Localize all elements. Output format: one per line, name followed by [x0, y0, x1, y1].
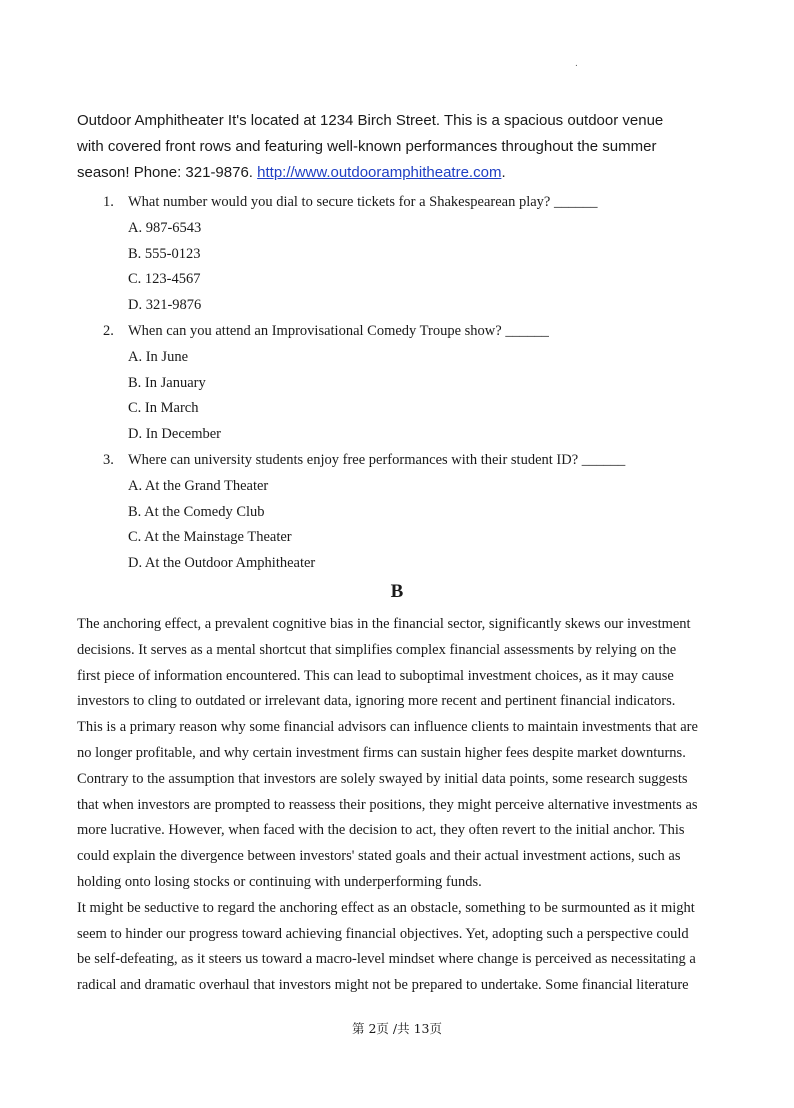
question-stem: Where can university students enjoy free performances with their student ID? ______	[128, 451, 626, 468]
passage-line: It might be seductive to regard the anchoring effect as an obstacle, something to be surmounted as it might	[77, 899, 695, 916]
passage-line: be self-defeating, as it steers us toward a macro-level mindset where change is perceived as necessitating a	[77, 951, 696, 968]
answer-option[interactable]: B. In January	[128, 374, 206, 391]
passage-b	[77, 612, 727, 999]
passage-line: no longer profitable, and why certain investment firms can sustain higher fees despite market downturns.	[77, 744, 686, 761]
answer-option[interactable]: D. 321-9876	[128, 297, 202, 314]
answer-option[interactable]: A. In June	[128, 348, 189, 365]
answer-option[interactable]: C. In March	[128, 400, 199, 417]
passage-line: The anchoring effect, a prevalent cognitive bias in the financial sector, significantly skews our investment	[77, 616, 691, 632]
question-number: 3.	[103, 451, 114, 468]
intro-text: .	[501, 164, 506, 181]
intro-text: season! Phone: 321-9876.	[77, 164, 258, 181]
question-number: 2.	[103, 322, 114, 339]
venue-website-link[interactable]: http://www.outdooramphitheatre.com	[257, 164, 502, 181]
section-heading: B	[390, 581, 404, 602]
passage-line: more lucrative. However, when faced with the decision to act, they often revert to the initial anchor. This	[77, 822, 685, 839]
answer-option[interactable]: D. In December	[128, 426, 221, 443]
passage-line: investors to cling to outdated or irrelevant data, ignoring more recent and pertinent financial indicators.	[77, 693, 676, 710]
passage-line: Contrary to the assumption that investors are solely swayed by initial data points, some research suggests	[77, 770, 688, 787]
question-stem: When can you attend an Improvisational Comedy Troupe show? ______	[128, 322, 549, 339]
answer-option[interactable]: B. At the Comedy Club	[128, 503, 265, 520]
answer-option[interactable]: A. 987-6543	[128, 219, 202, 236]
intro-line: Outdoor Amphitheater It's located at 1234 Birch Street. This is a spacious outdoor venue	[77, 112, 664, 129]
passage-line: that when investors are prompted to reassess their positions, they might perceive alternative investments as	[77, 796, 698, 813]
passage-line: could explain the divergence between investors' stated goals and their actual investment actions, such as	[77, 848, 681, 865]
intro-paragraph	[77, 108, 727, 186]
question-1	[0, 190, 794, 319]
answer-option[interactable]: C. 123-4567	[128, 271, 201, 288]
answer-option[interactable]: D. At the Outdoor Amphitheater	[128, 555, 316, 572]
passage-line: holding onto losing stocks or continuing with underperforming funds.	[77, 873, 482, 890]
question-stem: What number would you dial to secure tickets for a Shakespearean play? ______	[128, 194, 598, 210]
question-3	[0, 448, 794, 577]
page-number-footer: 第 2页 /共 13页	[352, 1021, 442, 1036]
question-number: 1.	[103, 194, 114, 210]
passage-line: first piece of information encountered. This can lead to suboptimal investment choices, as it may cause	[77, 667, 674, 684]
intro-line: with covered front rows and featuring well-known performances throughout the summer	[77, 138, 657, 155]
passage-line: This is a primary reason why some financial advisors can influence clients to maintain investments that are	[77, 719, 698, 736]
answer-option[interactable]: B. 555-0123	[128, 245, 201, 262]
intro-line	[77, 160, 727, 186]
passage-line: radical and dramatic overhaul that investors might not be prepared to undertake. Some financial literature	[77, 977, 689, 994]
passage-line: seem to hinder our progress toward achieving financial objectives. Yet, adopting such a perspective could	[77, 925, 689, 942]
answer-option[interactable]: C. At the Mainstage Theater	[128, 529, 292, 546]
question-2	[0, 319, 794, 448]
header-mark: .	[575, 58, 578, 69]
answer-option[interactable]: A. At the Grand Theater	[128, 477, 269, 494]
passage-line: decisions. It serves as a mental shortcut that simplifies complex financial assessments by relying on the	[77, 641, 677, 658]
question-list	[0, 190, 794, 577]
